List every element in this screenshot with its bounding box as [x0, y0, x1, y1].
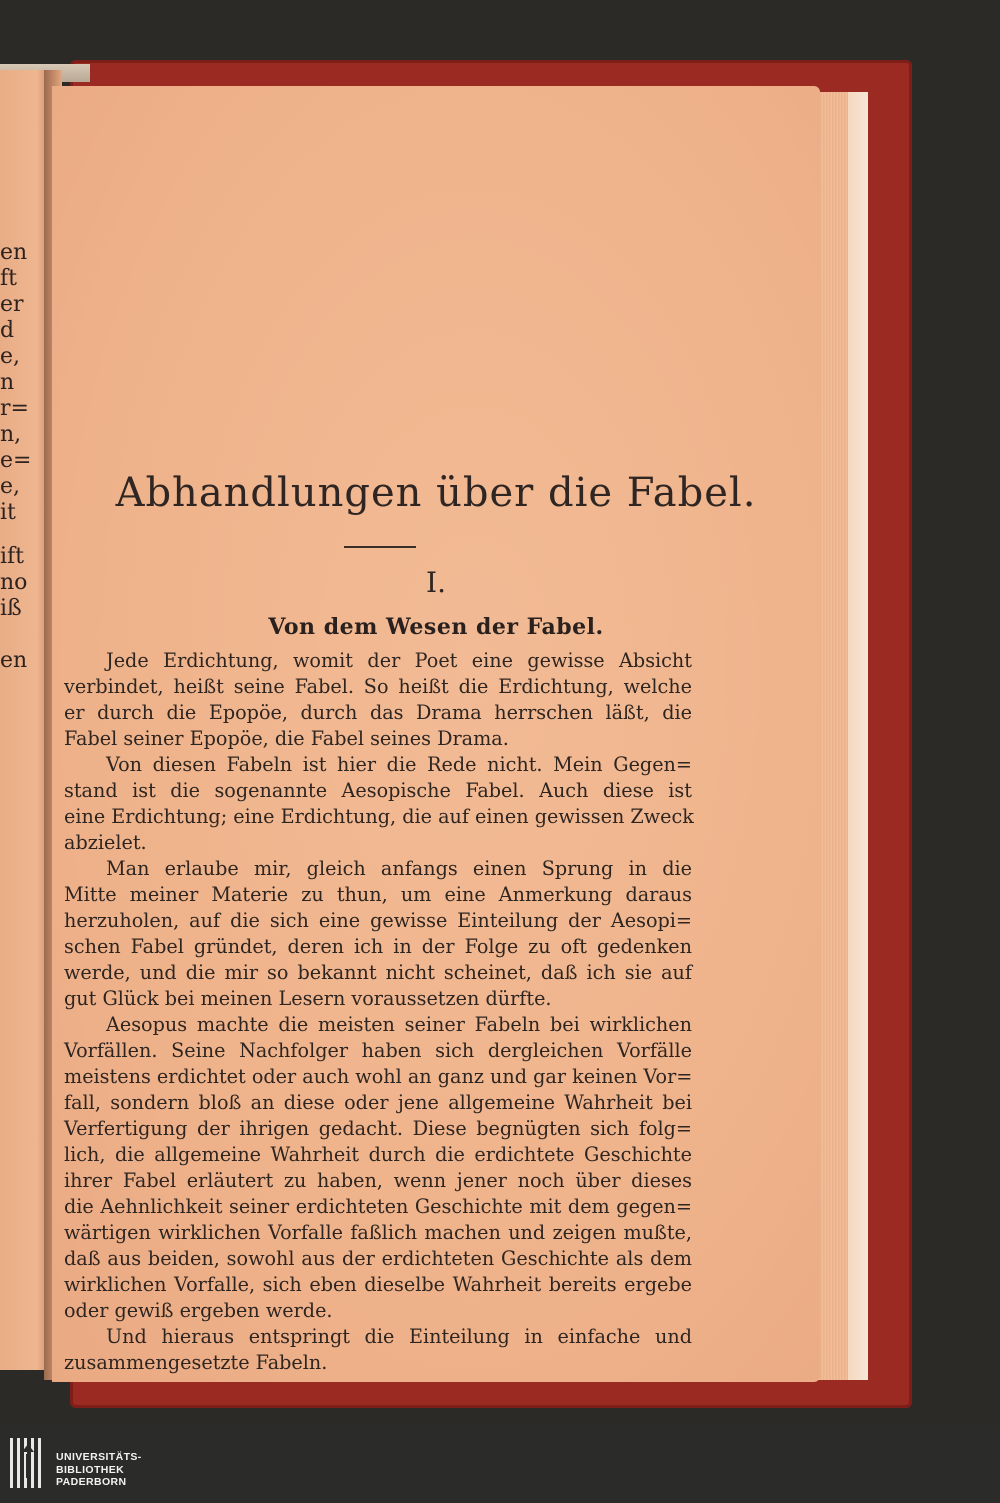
text-line: herzuholen, auf die sich eine gewisse Einteilung der Aesopi= [64, 909, 692, 932]
left-page-fragment: d [0, 318, 15, 343]
text-line: Fabel seiner Epopöe, die Fabel seines Drama. [64, 727, 509, 750]
chapter-number: I. [426, 566, 446, 599]
right-page [52, 86, 820, 1382]
left-page-fragment: en [0, 648, 28, 673]
text-line: oder gewiß ergeben werde. [64, 1299, 333, 1322]
text-line: stand ist die sogenannte Aesopische Fabel. Auch diese ist [64, 779, 692, 802]
text-line: Man erlaube mir, gleich anfangs einen Sprung in die [106, 857, 692, 880]
left-page-fragment: ft [0, 266, 17, 291]
page-edges-light [848, 92, 868, 1380]
left-page-fragment: e, [0, 344, 21, 369]
text-line: lich, die allgemeine Wahrheit durch die erdichtete Geschichte [64, 1143, 692, 1166]
text-line: verbindet, heißt seine Fabel. So heißt die Erdichtung, welche [64, 675, 692, 698]
text-line: Jede Erdichtung, womit der Poet eine gewisse Absicht [106, 649, 692, 672]
text-line: schen Fabel gründet, deren ich in der Folge zu oft gedenken [64, 935, 692, 958]
logo-line: PADERBORN [56, 1476, 127, 1488]
library-footer [0, 1425, 1000, 1503]
text-line: Verfertigung der ihrigen gedacht. Diese begnügten sich folg= [64, 1117, 692, 1140]
left-page-fragment: ift [0, 544, 25, 569]
text-line: meistens erdichtet oder auch wohl an ganz und gar keinen Vor= [64, 1065, 693, 1088]
library-logo-icon [8, 1434, 46, 1492]
text-line: fall, sondern bloß an diese oder jene allgemeine Wahrheit bei [64, 1091, 692, 1114]
text-line: gut Glück bei meinen Lesern voraussetzen dürfte. [64, 987, 552, 1010]
logo-line: UNIVERSITÄTS- [56, 1451, 142, 1463]
left-page-fragment: n [0, 370, 15, 395]
text-line: wirklichen Vorfalle, sich eben dieselbe Wahrheit bereits ergebe [64, 1273, 692, 1296]
left-page-fragment: n, [0, 422, 22, 447]
text-line: er durch die Epopöe, durch das Drama herrschen läßt, die [64, 701, 692, 724]
left-page-fragment: iß [0, 596, 22, 621]
text-line: ihrer Fabel erläutert zu haben, wenn jener noch über dieses [64, 1169, 692, 1192]
text-line: eine Erdichtung; eine Erdichtung, die auf einen gewissen Zweck [64, 805, 694, 828]
left-page-fragment: e, [0, 474, 21, 499]
left-page-fragment: e= [0, 448, 32, 473]
left-page-fragment: r= [0, 396, 29, 421]
library-logo-text [56, 1451, 142, 1489]
text-line: werde, und die mir so bekannt nicht scheinet, daß ich sie auf [64, 961, 692, 984]
title-divider [344, 546, 416, 548]
text-line: Und hieraus entspringt die Einteilung in einfache und [106, 1325, 692, 1348]
text-line: wärtigen wirklichen Vorfalle faßlich machen und zeigen mußte, [64, 1221, 692, 1244]
text-line: abzielet. [64, 831, 147, 854]
left-page-fragment: er [0, 292, 24, 317]
text-line: die Aehnlichkeit seiner erdichteten Geschichte mit dem gegen= [64, 1195, 692, 1218]
body-text [64, 648, 692, 1376]
text-line: Vorfällen. Seine Nachfolger haben sich dergleichen Vorfälle [64, 1039, 692, 1062]
logo-line: BIBLIOTHEK [56, 1463, 125, 1476]
left-page-fragment: it [0, 500, 16, 525]
text-line: Aesopus machte die meisten seiner Fabeln bei wirklichen [106, 1013, 692, 1036]
chapter-title: Von dem Wesen der Fabel. [268, 614, 604, 640]
text-line: daß aus beiden, sowohl aus der erdichteten Geschichte als dem [64, 1247, 692, 1270]
text-line: Mitte meiner Materie zu thun, um eine Anmerkung daraus [64, 883, 692, 906]
text-line: Von diesen Fabeln ist hier die Rede nicht. Mein Gegen= [106, 753, 692, 776]
text-line: zusammengesetzte Fabeln. [64, 1351, 328, 1374]
left-page-fragment: no [0, 570, 28, 595]
page-title: Abhandlungen über die Fabel. [115, 470, 757, 516]
left-page-fragment: en [0, 240, 28, 265]
